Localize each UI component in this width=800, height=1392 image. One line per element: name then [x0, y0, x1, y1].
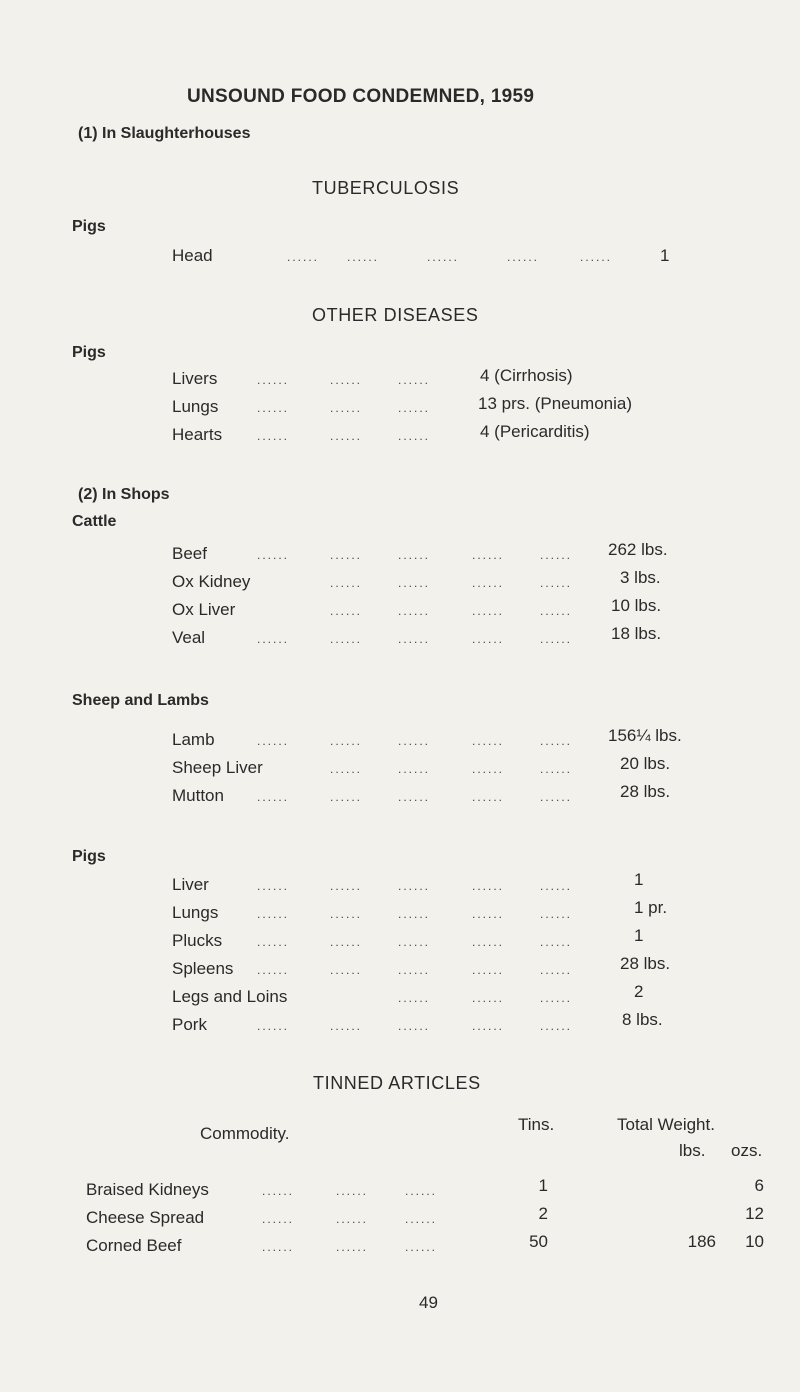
tinned-row-tins: 1	[538, 1176, 548, 1195]
leader-dots: ......	[398, 991, 431, 1005]
pigs-item-spleens: Spleens	[172, 959, 234, 978]
leader-dots: ......	[472, 548, 505, 562]
section-shops-label: (2) In Shops	[78, 486, 170, 503]
col-ozs: ozs.	[731, 1141, 763, 1160]
tb-item-head: Head	[172, 246, 213, 265]
shops-group-pigs: Pigs	[72, 848, 106, 865]
leader-dots: ......	[347, 250, 380, 264]
leader-dots: ......	[540, 1019, 573, 1033]
leader-dots: ......	[540, 790, 573, 804]
leader-dots: ......	[330, 576, 363, 590]
leader-dots: ......	[257, 429, 290, 443]
leader-dots: ......	[472, 1019, 505, 1033]
leader-dots: ......	[472, 762, 505, 776]
leader-dots: ......	[257, 734, 290, 748]
leader-dots: ......	[398, 401, 431, 415]
group-cattle: Cattle	[72, 513, 117, 530]
leader-dots: ......	[398, 429, 431, 443]
leader-dots: ......	[330, 548, 363, 562]
sheep-value-sheep-liver: 20 lbs.	[620, 754, 671, 773]
leader-dots: ......	[262, 1240, 295, 1254]
tinned-row-name: Cheese Spread	[86, 1208, 205, 1227]
pigs-item-pork: Pork	[172, 1015, 207, 1034]
leader-dots: ......	[398, 935, 431, 949]
tb-group-pigs: Pigs	[72, 218, 106, 235]
leader-dots: ......	[398, 1019, 431, 1033]
leader-dots: ......	[472, 991, 505, 1005]
leader-dots: ......	[398, 907, 431, 921]
other-item-lungs: Lungs	[172, 397, 219, 416]
group-sheep-and-lambs: Sheep and Lambs	[72, 692, 209, 709]
leader-dots: ......	[257, 935, 290, 949]
other-value-livers: 4 (Cirrhosis)	[480, 366, 573, 385]
leader-dots: ......	[330, 734, 363, 748]
leader-dots: ......	[472, 907, 505, 921]
leader-dots: ......	[398, 373, 431, 387]
leader-dots: ......	[330, 1019, 363, 1033]
other-group-pigs: Pigs	[72, 344, 106, 361]
leader-dots: ......	[330, 935, 363, 949]
leader-dots: ......	[257, 879, 290, 893]
leader-dots: ......	[330, 879, 363, 893]
leader-dots: ......	[472, 632, 505, 646]
leader-dots: ......	[540, 576, 573, 590]
tinned-row-ozs: 12	[745, 1204, 764, 1223]
tb-value-head: 1	[660, 246, 670, 265]
leader-dots: ......	[257, 907, 290, 921]
leader-dots: ......	[540, 907, 573, 921]
tuberculosis-heading: TUBERCULOSIS	[312, 178, 460, 198]
col-tins: Tins.	[518, 1115, 555, 1134]
leader-dots: ......	[472, 879, 505, 893]
pigs-value-legs-and-loins: 2	[634, 982, 644, 1001]
sheep-item-lamb: Lamb	[172, 730, 215, 749]
cattle-item-beef: Beef	[172, 544, 207, 563]
leader-dots: ......	[262, 1212, 295, 1226]
tinned-row-tins: 2	[538, 1204, 548, 1223]
pigs-value-lungs: 1 pr.	[634, 898, 668, 917]
other-diseases-heading: OTHER DISEASES	[312, 305, 479, 325]
tinned-articles-heading: TINNED ARTICLES	[313, 1073, 481, 1093]
cattle-item-ox-liver: Ox Liver	[172, 600, 236, 619]
leader-dots: ......	[398, 734, 431, 748]
leader-dots: ......	[330, 790, 363, 804]
leader-dots: ......	[540, 548, 573, 562]
leader-dots: ......	[330, 401, 363, 415]
leader-dots: ......	[398, 576, 431, 590]
leader-dots: ......	[336, 1240, 369, 1254]
leader-dots: ......	[336, 1212, 369, 1226]
leader-dots: ......	[398, 604, 431, 618]
leader-dots: ......	[472, 790, 505, 804]
pigs-value-liver: 1	[634, 870, 644, 889]
leader-dots: ......	[257, 963, 290, 977]
page-title: UNSOUND FOOD CONDEMNED, 1959	[187, 86, 535, 107]
sheep-item-sheep-liver: Sheep Liver	[172, 758, 263, 777]
leader-dots: ......	[405, 1212, 438, 1226]
other-value-hearts: 4 (Pericarditis)	[480, 422, 590, 441]
cattle-value-ox-liver: 10 lbs.	[611, 596, 662, 615]
leader-dots: ......	[330, 907, 363, 921]
tinned-row-tins: 50	[529, 1232, 548, 1251]
leader-dots: ......	[330, 429, 363, 443]
sheep-value-mutton: 28 lbs.	[620, 782, 671, 801]
tinned-row-ozs: 10	[745, 1232, 764, 1251]
pigs-item-lungs: Lungs	[172, 903, 219, 922]
cattle-value-ox-kidney: 3 lbs.	[620, 568, 661, 587]
leader-dots: ......	[330, 762, 363, 776]
cattle-item-ox-kidney: Ox Kidney	[172, 572, 251, 591]
leader-dots: ......	[540, 762, 573, 776]
leader-dots: ......	[330, 963, 363, 977]
leader-dots: ......	[540, 604, 573, 618]
leader-dots: ......	[540, 632, 573, 646]
leader-dots: ......	[257, 632, 290, 646]
pigs-value-plucks: 1	[634, 926, 644, 945]
other-value-lungs: 13 prs. (Pneumonia)	[478, 394, 633, 413]
leader-dots: ......	[257, 548, 290, 562]
pigs-item-liver: Liver	[172, 875, 209, 894]
leader-dots: ......	[330, 373, 363, 387]
leader-dots: ......	[257, 1019, 290, 1033]
pigs-item-legs-and-loins: Legs and Loins	[172, 987, 288, 1006]
pigs-value-pork: 8 lbs.	[622, 1010, 663, 1029]
leader-dots: ......	[398, 790, 431, 804]
leader-dots: ......	[540, 734, 573, 748]
other-item-livers: Livers	[172, 369, 218, 388]
leader-dots: ......	[287, 250, 320, 264]
leader-dots: ......	[398, 548, 431, 562]
leader-dots: ......	[427, 250, 460, 264]
cattle-value-beef: 262 lbs.	[608, 540, 668, 559]
tinned-row-lbs: 186	[687, 1232, 716, 1251]
leader-dots: ......	[540, 879, 573, 893]
leader-dots: ......	[262, 1184, 295, 1198]
leader-dots: ......	[330, 604, 363, 618]
cattle-value-veal: 18 lbs.	[611, 624, 662, 643]
pigs-item-plucks: Plucks	[172, 931, 223, 950]
leader-dots: ......	[540, 963, 573, 977]
leader-dots: ......	[540, 935, 573, 949]
leader-dots: ......	[398, 963, 431, 977]
leader-dots: ......	[257, 401, 290, 415]
leader-dots: ......	[257, 790, 290, 804]
leader-dots: ......	[472, 734, 505, 748]
section-slaughterhouses-label: (1) In Slaughterhouses	[78, 125, 251, 142]
other-item-hearts: Hearts	[172, 425, 223, 444]
leader-dots: ......	[580, 250, 613, 264]
leader-dots: ......	[398, 762, 431, 776]
tinned-row-name: Corned Beef	[86, 1236, 182, 1255]
leader-dots: ......	[472, 935, 505, 949]
page-number: 49	[419, 1293, 438, 1312]
leader-dots: ......	[507, 250, 540, 264]
leader-dots: ......	[540, 991, 573, 1005]
sheep-item-mutton: Mutton	[172, 786, 224, 805]
leader-dots: ......	[398, 879, 431, 893]
pigs-value-spleens: 28 lbs.	[620, 954, 671, 973]
tinned-row-name: Braised Kidneys	[86, 1180, 209, 1199]
leader-dots: ......	[405, 1184, 438, 1198]
leader-dots: ......	[405, 1240, 438, 1254]
cattle-item-veal: Veal	[172, 628, 206, 647]
leader-dots: ......	[472, 576, 505, 590]
leader-dots: ......	[336, 1184, 369, 1198]
col-commodity: Commodity.	[200, 1124, 290, 1143]
leader-dots: ......	[398, 632, 431, 646]
tinned-row-ozs: 6	[754, 1176, 764, 1195]
leader-dots: ......	[472, 963, 505, 977]
leader-dots: ......	[472, 604, 505, 618]
sheep-value-lamb: 156¼ lbs.	[608, 726, 682, 745]
leader-dots: ......	[330, 632, 363, 646]
leader-dots: ......	[257, 373, 290, 387]
col-lbs: lbs.	[679, 1141, 706, 1160]
col-total-weight: Total Weight.	[617, 1115, 715, 1134]
